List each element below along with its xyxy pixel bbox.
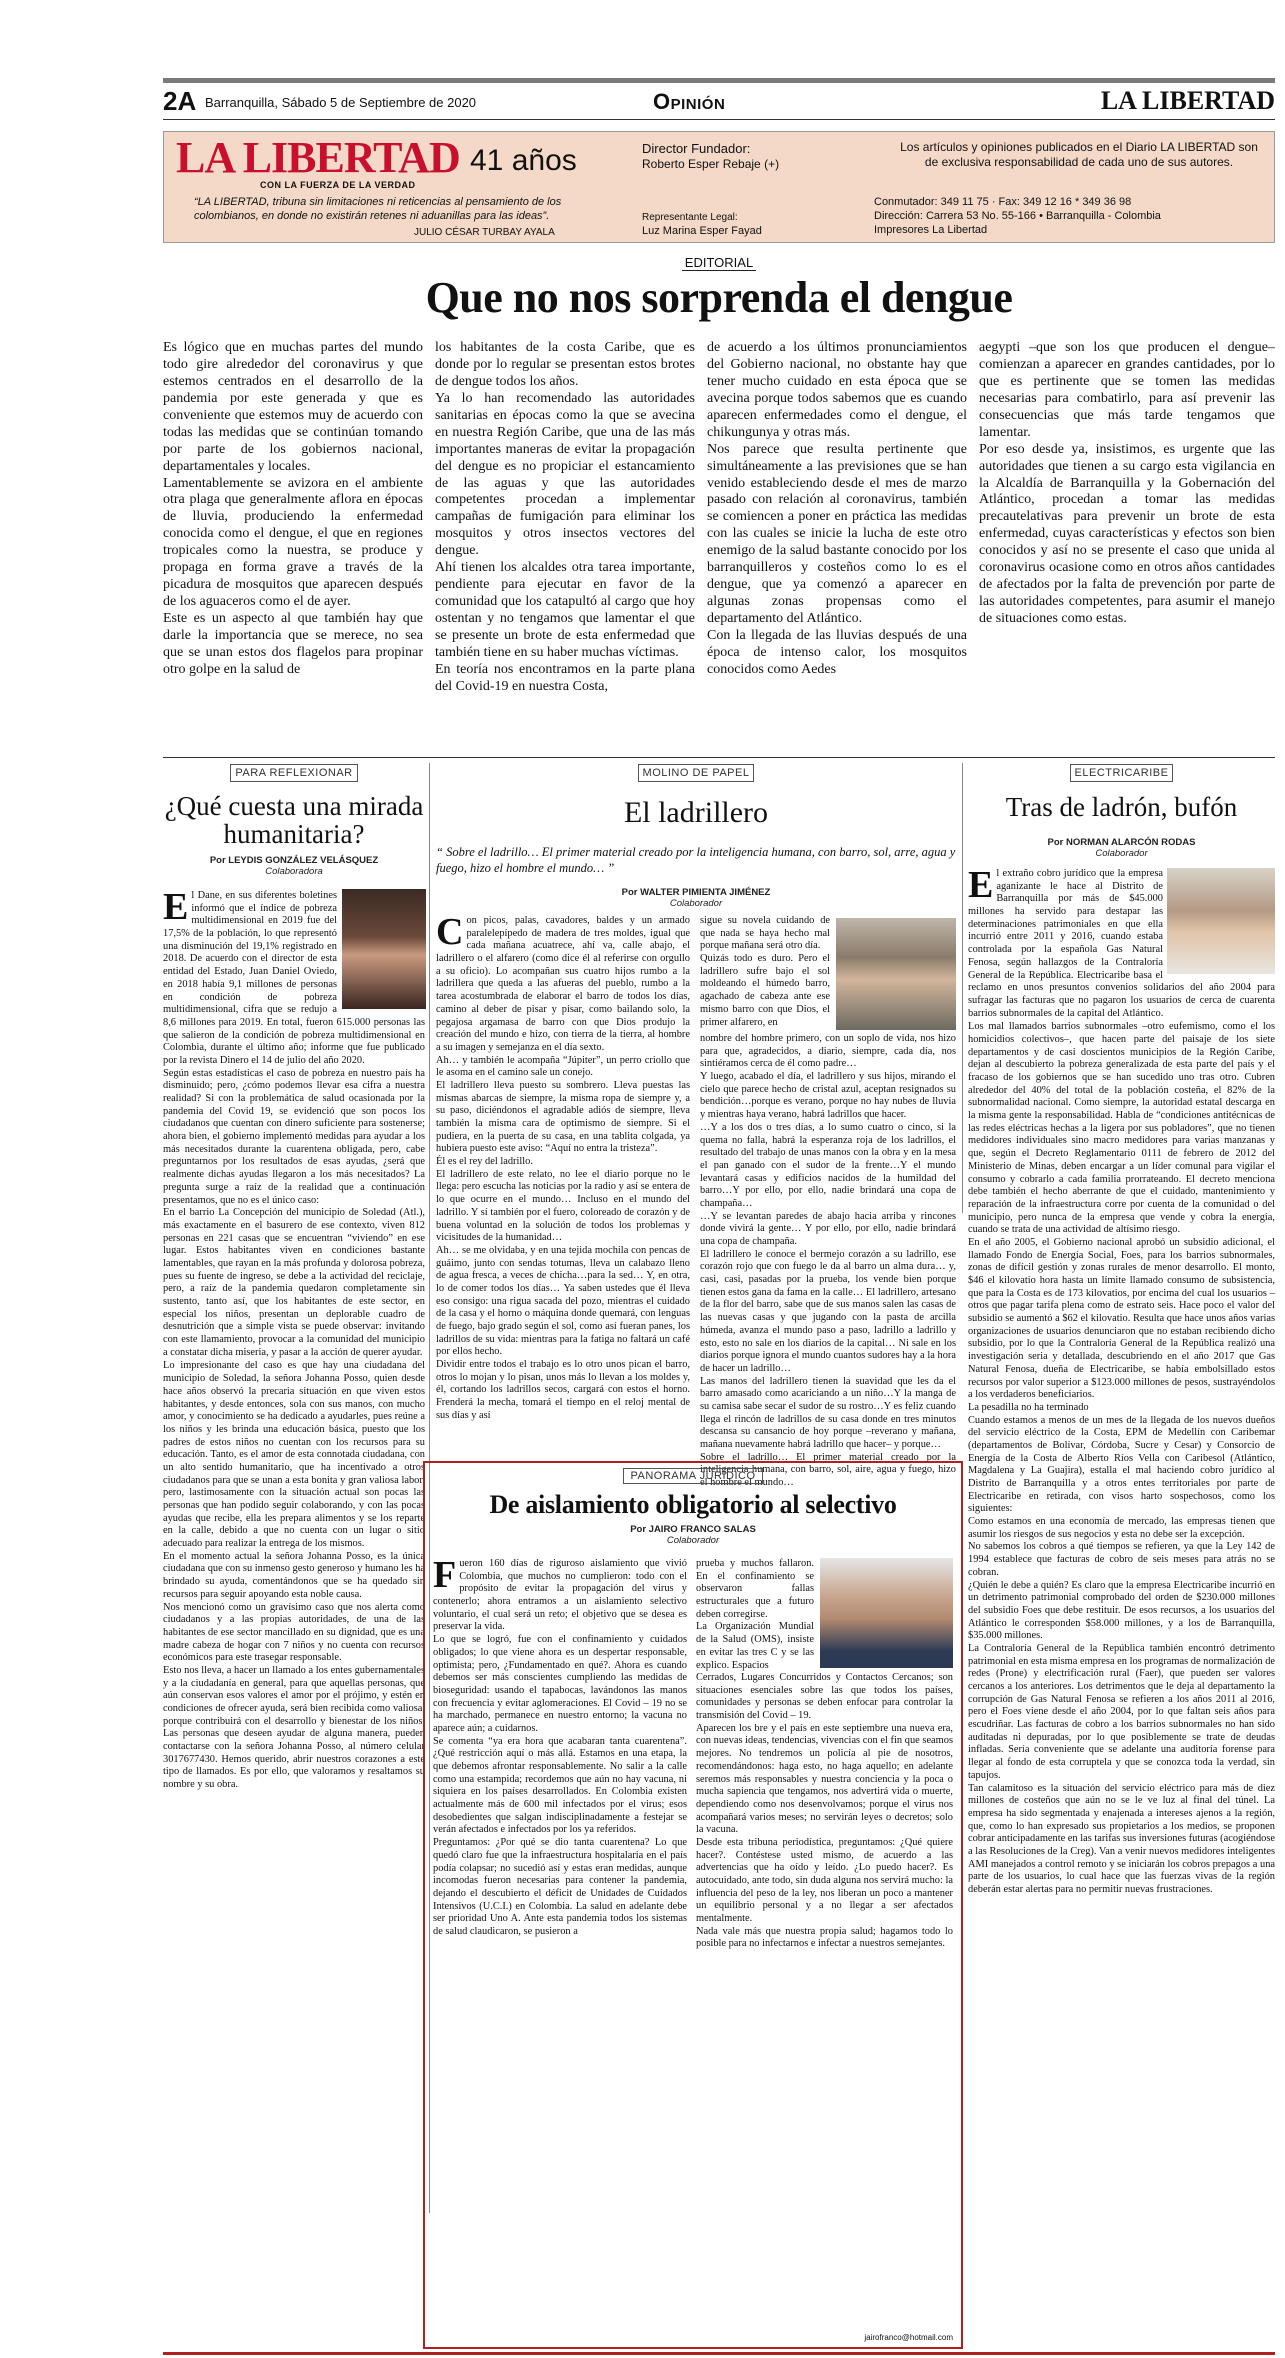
panorama-header bbox=[431, 1466, 955, 1546]
editorial-title: Que no nos sorprenda el dengue bbox=[425, 273, 1013, 322]
editorial-col-3: de acuerdo a los últimos pronunciamientos del Gobierno nacional, no obstante hay que tener mucho cuidado en esta época que se avecina porque todos sabemos que es cuando aparecen enfermedades como el dengue, el chikungunya y otras más. Nos parece que resulta pertinente que simultáneamente a las previsiones que se han venido estableciendo desde el mes de marzo pasado con relación al coronavirus, también se comiencen a poner en práctica las medidas con las cuales se inicie la lucha de este otro enemigo de la salud bastante conocido por los barranquilleros y costeños como lo es el dengue, que ya comenzó a aparecer en algunas zonas propensas como el departamento del Atlántico. Con la llegada de las lluvias después de una época de intenso calor, los mosquitos conocidos como Aedes bbox=[707, 340, 967, 677]
column-molino bbox=[436, 763, 956, 909]
founder-label: Director Fundador: bbox=[642, 141, 751, 156]
editorial-col-1: Es lógico que en muchas partes del mundo todo gire alrededor del coronavirus y que estemos centrados en el desarrollo de la pandemia por este generada y que es conveniente que estemos muy de acuerdo con todas las medidas que se continúan tomando por parte de los gobiernos nacional, departamentales y locales. Lamentablemente se avizora en el ambiente otra plaga que generalmente aflora en épocas de lluvia, produciendo la enfermedad conocida como el dengue, el que en regiones tropicales como la nuestra, se produce y propaga en forma grave a través de la picadura de mosquitos que aparecen después de los aguaceros como el de ayer. Este es un aspecto al que también hay que darle la importancia que se merece, no sea que se unan estos dos flagelos para propinar otro golpe en la salud de bbox=[163, 340, 423, 677]
article-text-2: Lo impresionante del caso es que hay una ciudadana del municipio de Soledad, la señora Johanna Posso, quien desde hace años observó la precaria situación en que viven estos habitantes, y desde entonces, sola con sus manos, con mucho amor, y conocimiento se ha dedicado a ayudarles, pues reúne a los niños y les brinda una educación básica, puesto que los padres de estos niños no cuentan con los recursos para su educación. Tanto, es el amor de esta connotada ciudadana, con un alto sentido humanitario, que ha incentivado a otros ciudadanos para que se unan a esta bonita y gran valiosa labor, pero, lastimosamente con la situación actual son pocas las personas que han podido seguir colaborando, y con las pocas ayudas que recibe, ella les prepara alimentos y se los reparte en la calle, debido a que no cuenta con un lugar o sitio adecuado para realizar la entrega de los mismos. En el momento actual la señora Johanna Posso, es la única ciudadana que con su inmenso gesto generoso y humano les ha brindado su ayuda, comentándonos que se ha quedado sin recursos para seguir apoyando esta noble causa. Nos mencionó como un gravísimo caso que nos alerta como ciudadanos y a las propias autoridades, de una de las habitantes de ese sector mancillado en su dignidad, que es una madre cabeza de hogar con 7 niños y no cuenta con recursos económicos para este trasegar responsable. Esto nos lleva, a hacer un llamado a los entes gubernamentales y a la ciudadanía en general, para que aquellas personas, que aún conservan esos valores el amor por el prójimo, y estén en condiciones de ofrecer ayuda, será bien recibida como valiosa, porque contribuirá con el desarrollo y bienestar de los niños. Las personas que deseen ayudar de alguna manera, pueden contactarse con la señora Johanna Posso, al número celular 3017677430. Hemos querido, abrir nuestros corazones a este tipo de llamados. Es por ello, que valoramos y resaltamos su nombre y su obra. bbox=[163, 1360, 426, 1791]
masthead-disclaimer: Los artículos y opiniones publicados en el Diario LA LIBERTAD son de exclusiva responsabilidad de cada uno de sus autores. bbox=[900, 140, 1258, 169]
article-text-1: l Dane, en sus diferentes boletines informó que el índice de pobreza multidimensional en 2019 fue del 17,5% de la población, lo que representó una disminución del 19,1% registrado en 2018. De acuerdo con el director de esta entidad del Estado, Juan Daniel Oviedo, en 2018 había 9,1 millones de personas en condición de pobreza multidimensional, cifra que se redujo a 8,6 millones para 2019. En total, fueron 615.000 personas las que salieron de la condición de pobreza multidimensional en Colombia, durante el último año; informe que fue publicado por la revista Dinero el 14 de julio del año 2020. Según estas estadísticas el caso de pobreza en nuestro país ha disminuido; pero, ¿cómo podemos llevar esa cifra a nuestra realidad? Si con la problemática de salud ocasionada por la pandemia del Covid 19, se evidenció que son pocos los ciudadanos que cuentan con dinero suficiente para sostenerse; ahora bien, el gobierno implementó medidas para ayudar a los más necesitados durante la cuarentena obligada, pero, cabe preguntarnos por los resultados de esas ayudas, ¿será que realmente dichas ayudas llegaron a los más necesitados? La pregunta surge a raíz de la realidad que a continuación presentamos, que no es el único caso: En el barrio La Concepción del municipio de Soledad (Atl.), más exactamente en el basurero de ese contexto, viven 812 personas en 221 casas que se encuentran “viviendo” en ese lugar. Estos habitantes viven en condiciones bastante lamentables, que rayan en la más profunda y dolorosa pobreza, pues su fuente de ingreso, se debe a la actividad del reciclaje, pero, a raíz de la pandemia quedaron completamente sin sustento, tanto así, que los habitantes de este sector, en especial los niños, presentan un deplorable cuadro de desnutrición que a simple vista se puede observar: invitando con este llamamiento, provocar a la comunidad del municipio a constatar dicha miseria, y pasar a la acción de querer ayudar. bbox=[163, 890, 425, 1358]
column-electricaribe bbox=[968, 763, 1275, 859]
article-text-left: ueron 160 días de riguroso aislamiento que vivió Colombia, que muchos no cumplieron: todo con el propósito de evitar la propagación del virus y contenerlo; ahora entramos a un aislamiento selectivo voluntario, el cual será un reto; el objetivo que se desea es preservar la vida. Lo que se logró, fue con el confinamiento y cuidados obligados; lo que viene ahora es un despertar responsable, optimista; pero, ¿Fundamentado en qué?. Ahora es cuando debemos ser más conscientes cumpliendo las medidas de bioseguridad: usando el tapabocas, lavándonos las manos con frecuencia y evitar aglomeraciones. El Covid – 19 no se ha marchado, permanece en nuestro entorno; la vacuna no aparece aún; a cuidarnos. Se comenta “ya era hora que acabaran tanta cuarentena”. ¿Qué restricción aquí o más allá. Estamos en una etapa, la que debemos afrontar responsablemente. No salir a la calle como una estampida; recordemos que aún no hay vacuna, ni siquiera en los países desarrollados. En Colombia existen actualmente más de 600 mil infectados por el virus; esos desobedientes que salgan indisciplinadamente a festejar se verán afectados e infectados por los ya referidos. Preguntamos: ¿Por qué se dio tanta cuarentena? Lo que quedó claro fue que la infraestructura hospitalaria en el país podía colapsar; no sucedió así y estas eran medidas, aunque incomodas fueron necesarias para contener la pandemia, dejando el descubierto el déficit de Unidades de Cuidados Intensivos (U.C.I.) en Colombia. La salud en adelante debe ser prioridad Uno A. Ante esta pandemia todos los sistemas de salud claudicaron, se pusieron a bbox=[433, 1558, 687, 1937]
section-tag: MOLINO DE PAPEL bbox=[638, 764, 755, 782]
founder-name: Roberto Esper Rebaje (+) bbox=[642, 157, 780, 171]
editorial-bottom-rule bbox=[163, 757, 1275, 758]
masthead-quote-author: JULIO CÉSAR TURBAY AYALA bbox=[414, 227, 555, 238]
article-text-left: on picos, palas, cavadores, baldes y un armado paralelepípedo de madera de tres moldes, igual que cada mañana acuatrece, ahí va, calle abajo, el ladrillero o el alfarero (como dice él al referirse con orgullo a su oficio). Lo acompañan sus cuatro hijos rumbo a la ladrillera que queda a las afueras del pueblo, rumbo a la tarea acostumbrada de elaborar el barro de todos los días, camino al deber de pisar y pisar, como bailando solo, la pegajosa argamasa de barro con que Dios produjo la creación del mundo e hizo, con tierra de la tierra, al hombre a su imagen y semejanza en el día sexto. Ah… y también le acompaña “Júpiter”, un perro criollo que le asoma en el camino sale un conejo. El ladrillero lleva puesto su sombrero. Lleva puestas las mismas abarcas de siempre, la misma ropa de siempre y, a su paso, diciéndonos el agradable adiós de siempre, lleva también la misma cara de optimismo de siempre. Si el pudiera, en la puerta de su casa, en una tablita colgada, ya hubiera puesto este aviso: “Aquí no entra la tristeza”. Él es el rey del ladrillo. El ladrillero de este relato, no lee el diario porque no le llega: pero escucha las noticias por la radio y así se entera de lo que ocurre en el mundo… Incluso en el mundo del ladrillo. Y sí también por el fuero, coloreado de corazón y de buena voluntad en la solución de todos los problemas y vicisitudes de la humanidad… Ah… se me olvidaba, y en una tejida mochila con pencas de guáimo, junto con sendas totumas, lleva un calabazo lleno de agua fresca, a veces de chicha…para la sed… Y, en otra, lo de comer todos los días… Ya saben ustedes que él lleva eso consigo: una rigua sacada del pozo, mientras el cuidado de la casa y el horno o máquina donde quemará, con lenguas de fuego, bajo grado según el sol, como así fueran panes, los ladrillos de su vida: mientras para la fatiga no faltará un café por ellos hecho. Dividir entre todos el trabajo es lo otro unos pican el barro, otros lo mojan y lo pisan, unos más lo llevan a los moldes y, él, cortando los ladrillos secos, cargará con estos el horno. Frenderá la mecha, tomará el tiempo en el reloj mental de sus días y así bbox=[436, 915, 690, 1421]
author-photo-walter bbox=[836, 918, 956, 1030]
photo-spacer bbox=[1163, 868, 1275, 976]
section-tag: ELECTRICARIBE bbox=[1070, 764, 1174, 782]
section-tag: PANORAMA JURÍDICO bbox=[623, 1468, 762, 1484]
header-rule bbox=[163, 119, 1275, 120]
drop-cap: E bbox=[968, 864, 994, 906]
ladrillero-right-top: sigue su novela cuidando de que nada se haya hecho mal porque mañana será otro día. Quizás todo es duro. Pero el ladrillero sufre bajo el sol moldeando el húmedo barro, agachado de cabeza ante ese mismo barro con que Dios, el primer alfarero, en bbox=[700, 915, 830, 1028]
section-title: Opinión bbox=[653, 89, 726, 114]
legal-label: Representante Legal: bbox=[642, 212, 738, 223]
masthead-logo: LA LIBERTAD bbox=[176, 133, 460, 182]
top-rule bbox=[163, 78, 1275, 83]
byline: Por JAIRO FRANCO SALAS bbox=[630, 1524, 756, 1535]
article-title: ¿Qué cuesta una mirada humanitaria? bbox=[164, 791, 424, 850]
legal-name: Luz Marina Esper Fayad bbox=[642, 225, 762, 237]
masthead-tagline: CON LA FUERZA DE LA VERDAD bbox=[260, 180, 416, 190]
article-title: Tras de ladrón, bufón bbox=[1005, 792, 1238, 822]
column-para-reflexionar bbox=[163, 763, 425, 877]
masthead bbox=[163, 131, 1275, 243]
column-electricaribe-body bbox=[968, 864, 1275, 2343]
masthead-phones: Conmutador: 349 11 75 · Fax: 349 12 16 * 349 36 98 bbox=[874, 196, 1132, 208]
author-photo-jairo bbox=[820, 1558, 953, 1668]
byline-role: Colaborador bbox=[666, 1535, 720, 1546]
bottom-rule bbox=[163, 2352, 1275, 2355]
ladrillero-right-column: nombre del hombre primero, con un soplo de vida, nos hizo para que, agradecidos, a diario, siempre, cada día, nos sintiéramos cerca de él como padre… Y luego, acabado el día, el ladrillero y sus hijos, mirando el cielo que parece hecho de cristal azul, aceptan resignados su bendición…porque es verano, porque no hay nubes de lluvia y mientras haya verano, habrá ladrillos que hacer. …Y a los dos o tres días, a lo sumo cuatro o cinco, si la quema no falla, habrá la esperanza roja de los ladrillos, el resultado del trabajo de unas manos con la obra y en la mesa el pan ganado con el sudor de la frente…Y el mundo levantará casas y edificios nacidos de la humildad del barro…Y por ello, por ello, nadie brindará una copa de champaña… …Y se levantan paredes de abajo hacia arriba y rincones donde vivirá la gente… Y por ello, por ello, nadie brindará una copa de champaña. El ladrillero le conoce el bermejo corazón a su ladrillo, ese corazón rojo que con fuego le da al barro un alma dura… y, casi, casi, pasadas por la prueba, los vende bien porque tienen estos gana da fama en la calle… El ladrillero, artesano de la flor del barro, sabe que de sus manos salen las casas de las nuevas casas y que jugando con la pasta de arcilla húmeda, avanza el mundo paso a paso, ladrillo a ladrillo y esto, esto no sale en los diarios de la capital… Ni sale en los diarios porque ignora el mundo cuantos sudores hay a la hora de hacer un ladrillo… Las manos del ladrillero tienen la suavidad que les da el barro amasado como acariciando a un niño…Y la manga de su camisa sabe secar el sudor de su rostro…Y es feliz cuando llega el rincón de ladrillos de su casa donde en tres minutos descansa su cansancio de hoy porque –reverano y mañana, mañana nuevamente habrá ladrillo que hacer– y porque… Sobre el ladrillo… El primer material creado por la inteligencia humana, con barro, sol, aire, agua y fuego, hizo el hombre el mundo… bbox=[700, 1033, 956, 1489]
drop-cap: F bbox=[433, 1554, 457, 1596]
panorama-left-column bbox=[433, 1554, 687, 2333]
byline-role: Colaborador bbox=[669, 897, 723, 909]
panorama-right-column: Cerrados, Lugares Concurridos y Contactos Cercanos; son situaciones esenciales sobre las que todos los países, comunidades y personas se deben enfocar para controlar la transmisión del Covid – 19. Aparecen los bre y el país en este septiembre una nueva era, con nuevas ideas, tendencias, vivencias con el fin que seamos mejores. No tendremos un policía al pie de nosotros, recomendándonos: haga esto, no haga aquello; en adelante seremos más responsables y nuestra conciencia y la poca o mucha sapiencia que tengamos, nos advertirá vida o muerte, dependiendo como nos desenvolvamos; porque el virus nos acompañará varios meses; no servirán leyes o decretos; solo la vacuna. Desde esta tribuna periodística, preguntamos: ¿Qué quiere hacer?. Contéstese usted mismo, de acuerdo a las advertencias que ha oído y leído. ¿Lo puedo hacer?. Es autocuidado, ante todo, sin duda alguna nos servirá mucho: la influencia del peso de la ley, nos liberan un poco a mantener un equilibrio personal y a no llegar a ser afectados mentalmente. Nada vale más que nuestra propia salud; hagamos todo lo posible para no infectarnos e infectar a nuestros semejantes. bbox=[696, 1672, 953, 1950]
editorial-label: EDITORIAL bbox=[682, 255, 756, 271]
panorama-right-top: prueba y muchos fallaron. En el confinamiento se observaron fallas estructurales que a futuro deben corregirse. La Organización Mundial de la Salud (OMS), insiste en evitar las tres C y se las explico. Espacios bbox=[696, 1558, 814, 1671]
author-email: jairofranco@hotmail.com bbox=[864, 2333, 953, 2342]
editorial-label-wrap bbox=[163, 254, 1275, 272]
byline-role: Colaborador bbox=[1095, 848, 1148, 859]
photo-spacer bbox=[337, 890, 425, 1012]
editorial-col-4: aegypti –que son los que producen el dengue– comienzan a aparecer en grandes cantidades, por lo que es pertinente que se tomen las medidas necesarias para combatirlo, para así prevenir las consecuencias que más tarde tengamos que lamentar. Por eso desde ya, insistimos, es urgente que las autoridades que tienen a su cargo esta vigilancia en la Alcaldía de Barranquilla y la Gobernación del Atlántico, procedan a tomar las medidas precautelativas para prevenir un brote de esta enfermedad, cuyas características y efectos son bien conocidos y así no se presente el caso que unida al coronavirus ocasione como en otros años cantidades de afectados por la falta de prevención por parte de las autoridades competentes, para asumir el manejo de situaciones como estas. bbox=[979, 340, 1275, 626]
byline-role: Colaboradora bbox=[265, 865, 323, 877]
article-epigraph: “ Sobre el ladrillo… El primer material creado por la inteligencia humana, con barro, sol, arre, agua y fuego, hizo el hombre el mundo… ” bbox=[436, 845, 956, 876]
section-tag: PARA REFLEXIONAR bbox=[230, 764, 357, 782]
masthead-address: Dirección: Carrera 53 No. 55-166 • Barranquilla - Colombia bbox=[874, 210, 1161, 222]
drop-cap: E bbox=[163, 886, 189, 928]
masthead-quote: “LA LIBERTAD, tribuna sin limitaciones ni reticencias al pensamiento de los colombianos, en donde no existirán retenes ni aduanillas para las ideas”. bbox=[194, 196, 562, 222]
page-number: 2A bbox=[163, 86, 197, 116]
masthead-years: 41 años bbox=[470, 144, 577, 177]
drop-cap: C bbox=[436, 911, 464, 953]
article-title: El ladrillero bbox=[623, 796, 769, 829]
byline: Por LEYDIS GONZÁLEZ VELÁSQUEZ bbox=[209, 854, 379, 866]
article-title: De aislamiento obligatorio al selectivo bbox=[489, 1490, 897, 1519]
ladrillero-left-column bbox=[436, 911, 690, 1457]
byline: Por WALTER PIMIENTA JIMÉNEZ bbox=[621, 886, 771, 898]
page-header bbox=[163, 86, 1275, 116]
byline: Por NORMAN ALARCÓN RODAS bbox=[1047, 837, 1196, 848]
column-divider bbox=[962, 763, 963, 1213]
dateline: Barranquilla, Sábado 5 de Septiembre de 2020 bbox=[205, 95, 477, 110]
article-text-body: Los mal llamados barrios subnormales –otro eufemismo, como el los homicidios colectivos–, que hacen parte del paisaje de los siete departamentos y de casi doscientos municipios de la Región Caribe, dejan al descubierto la pobreza generalizada de esta parte del país y el fracaso de los gobiernos que se han sucedido uno tras otro. Cubren alrededor del 40% del total de la población costeña, el 82% de la subnormalidad nacional. Como siempre, la autoridad estatal descarga en la misma gente la responsabilidad. Habla de “condiciones antitécnicas de las redes eléctricas hechas a la ligera por sus pobladores”, que no tienen medidores individuales sino macro medidores para varias manzanas y que, según el Decreto Reglamentario 0111 de febrero de 2012 del Ministerio de Minas, deben encargar a un líder comunal para vigilar el consumo y cobrarlo a cada familia prorrateando. El decreto menciona debe también el hecho aberrante de que el cuidado, mantenimiento y reparación de la infraestructura corre por cuenta de la comunidad o del municipio, pero nunca de la empresa que vende y cobra la energía, cuando se trata de una actividad de altísimo riesgo. En el año 2005, el Gobierno nacional aprobó un subsidio adicional, el llamado Fondo de Energía Social, Foes, para los barrios subnormales, zonas de difícil gestión y zonas rurales de menor desarrollo. El monto, $46 el kilovatio hora hasta un límite llamado consumo de subsistencia, que para la Costa es de 173 kilovatios, por encima del cual los usuarios –otros que pagar tarifa plena como de estrato seis. Hace poco el valor del subsidio se aumentó a $62 el kilovatio. Resulta que hace unos años varias organizaciones de usuarios denunciaron que no estaban recibiendo dicho subsidio, por lo que la Contraloría General de la República realizó una investigación seria y detallada, descubriendo en el año 2017 que Gas Natural Fenosa, dueña de Electricaribe, se había embolsillado estos recursos por valor superior a $123.000 millones de pesos, sustrayéndolos a los verdaderos beneficiarios. La pesadilla no ha terminado Cuando estamos a menos de un mes de la llegada de los nuevos dueños del servicio eléctrico de la Costa, EPM de Medellín con Caribemar (departamentos de Bolívar, Córdoba, Sucre y Cesar) y Consorcio de Energía de la Costa de Alberto Ríos Vella con Caribesol (Atlántico, Magdalena y La Guajira), estalla el mal haciendo cobro jurídico al Distrito de Barranquilla y a otros entes territoriales por parte de Electricaribe en retirada, con visos harto sospechosos, como los siguientes: Como estamos en una economía de mercado, las empresas tienen que asumir los riesgos de sus negocios y esta no debe ser la excepción. No sabemos los cobros a qué tiempos se refieren, ya que la Ley 142 de 1994 establece que facturas de cobro de seis meses para atrás no se cobran. ¿Quién le debe a quién? Es claro que la empresa Electricaribe incurrió en un detrimento patrimonial comprobado del orden de $230.000 millones del subsidio Foes que debe restituir. De esos recursos, a los usuarios del Atlántico le corresponden $58.000 millones, y a los de Barranquilla, $35.000 millones. La Contraloría General de la República también encontró detrimento patrimonial en esta misma empresa en los programas de normalización de redes (Prone) y electrificación rural (Faer), que pueden ser valores cercanos a los anteriores. Los detrimentos que le deja al departamento la corrupción de Gas Natural Fenosa se refieren a los años 2011 al 2016, pero el Foes viene desde el año 2004, por lo que faltan seis años para escudriñar. Las facturas de cobro a los barrios subnormales no han sido auditadas ni depuradas, por lo que posiblemente se trate de deudas infladas. Sería conveniente que se adelante una auditoría forense para llegar al fondo de esta corruptela y que se conozca toda la verdad, sin tapujos. Tan calamitoso es la situación del servicio eléctrico para más de diez millones de costeños que aún no se le ve luz al final del túnel. La empresa ha sido segmentada y enajenada a intereses ajenos a la región, que, como lo han expresado sus propietarios a los medios, se proponen cobrar anticipadamente en las tarifas sus inversiones futuras (acogiéndose a las Resoluciones de la Creg). Van a venir nuevos medidores inteligentes AMI manejados a control remoto y se iniciarán los cobros prepagos a una parte de los usuarios, lo cual hace que las fuerzas vivas de la región deberán estar alertas para no permitir nuevas frustraciones. bbox=[968, 1021, 1275, 1895]
column-para-reflexionar-body bbox=[163, 886, 426, 2350]
paper-name: LA LIBERTAD bbox=[1100, 86, 1275, 115]
masthead-printer: Impresores La Libertad bbox=[874, 224, 988, 236]
editorial-col-2: los habitantes de la costa Caribe, que es donde por lo regular se presentan estos brotes de dengue todos los años. Ya lo han recomendado las autoridades sanitarias en épocas como la que se avecina en nuestra Región Caribe, que una de las más importantes maneras de evitar la propagación del dengue es no propiciar el estancamiento de las aguas y que las autoridades competentes procedan a implementar campañas de fumigación para eliminar los mosquitos y otros insectos vectores del dengue. Ahí tienen los alcaldes otra tarea importante, pendiente para ejecutar en favor de la comunidad que los catapultó al cargo que hoy ostentan y no tengamos que lamentar el que se presente un brote de esta enfermedad que también tiene en su haber muchas víctimas. En teoría nos encontramos en la parte plana del Covid-19 en nuestra Costa, bbox=[435, 340, 695, 694]
article-text-top: l extraño cobro jurídico que la empresa aganizante le hace al Distrito de Barranquilla por más de $45.000 millones ha servido para destapar las determinaciones patrimoniales en que ella incurrió entre 2011 y 2016, cuando estaba controlada por la española Gas Natural Fenosa, según hallazgos de la Contraloría General de la República. Electricaribe basa el reclamo en unos presuntos convenios solidarios del año 2004 para sufragar las facturas que no pagaron los usuarios de cerca de cuarenta barrios subnormales de la capital del Atlántico. bbox=[968, 868, 1275, 1019]
